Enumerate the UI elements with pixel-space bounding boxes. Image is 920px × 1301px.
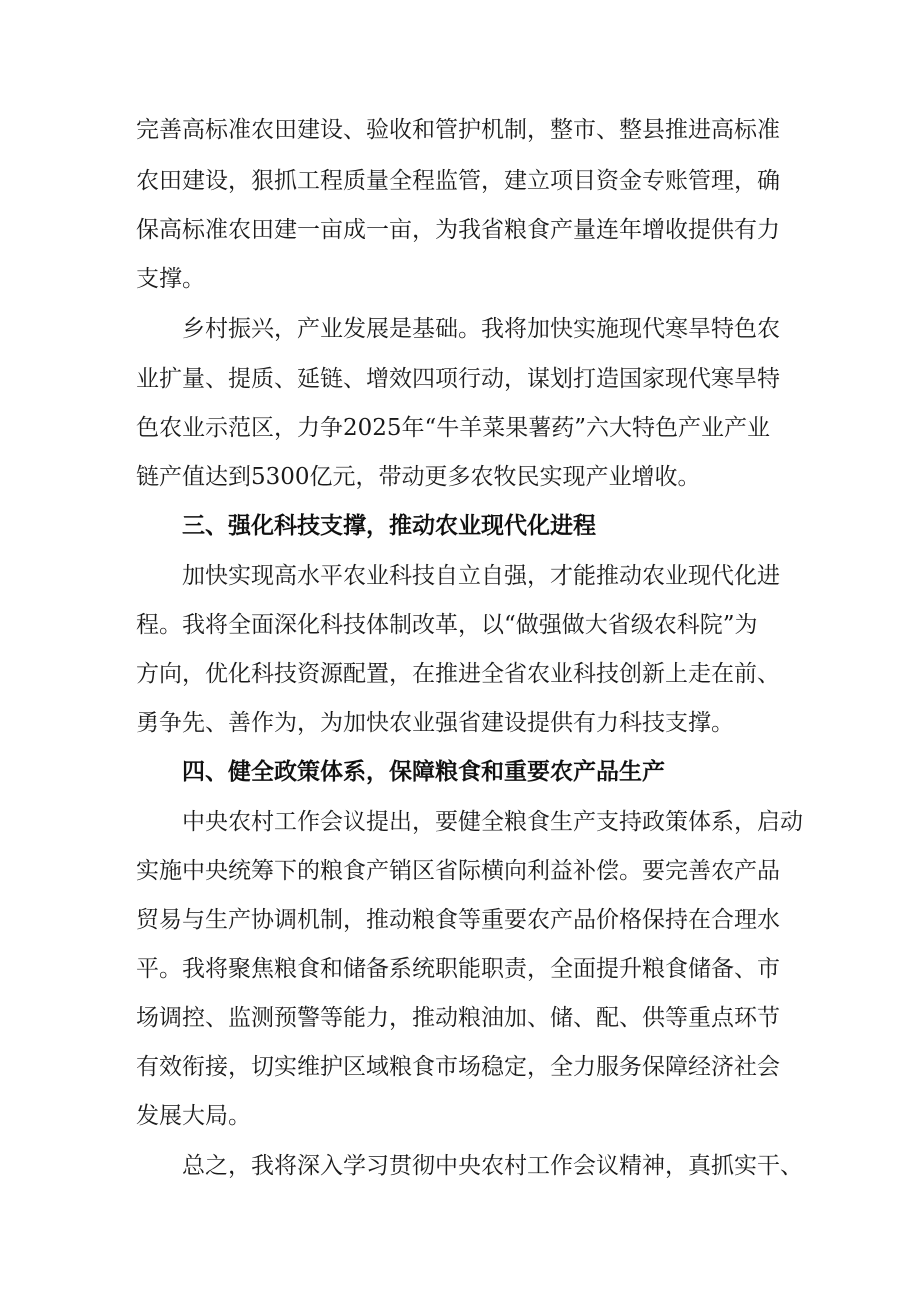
paragraph-2-line-3: 色农业示范区，力争2025年“牛羊菜果薯药”六大特色产业产业 (136, 415, 771, 441)
section-heading-4: 四、健全政策体系，保障粮食和重要农产品生产 (182, 759, 665, 785)
paragraph-4-line-6: 有效衔接，切实维护区域粮食市场稳定，全力服务保障经济社会 (136, 1054, 780, 1080)
paragraph-4-line-4: 平。我将聚焦粮食和储备系统职能职责，全面提升粮食储备、市 (136, 956, 780, 982)
paragraph-4-line-2: 实施中央统筹下的粮食产销区省际横向利益补偿。要完善农产品 (136, 858, 780, 884)
paragraph-2-line-1: 乡村振兴，产业发展是基础。我将加快实施现代寒旱特色农 (182, 316, 780, 342)
paragraph-3-line-3: 方向，优化科技资源配置，在推进全省农业科技创新上走在前、 (136, 661, 780, 687)
paragraph-3-line-2: 程。我将全面深化科技体制改革，以“做强做大省级农科院”为 (136, 612, 758, 638)
paragraph-3-line-1: 加快实现高水平农业科技自立自强，才能推动农业现代化进 (182, 563, 780, 589)
paragraph-5-line-1: 总之，我将深入学习贯彻中央农村工作会议精神，真抓实干、 (182, 1153, 803, 1179)
paragraph-4-line-1: 中央农村工作会议提出，要健全粮食生产支持政策体系，启动 (182, 809, 803, 835)
paragraph-1-line-2: 农田建设，狠抓工程质量全程监管，建立项目资金专账管理，确 (136, 168, 780, 194)
section-heading-3: 三、强化科技支撑，推动农业现代化进程 (182, 513, 596, 539)
paragraph-3-line-4: 勇争先、善作为，为加快农业强省建设提供有力科技支撑。 (136, 710, 734, 736)
paragraph-4-line-5: 场调控、监测预警等能力，推动粮油加、储、配、供等重点环节 (136, 1005, 780, 1031)
paragraph-1-line-4: 支撑。 (136, 266, 205, 292)
paragraph-1-line-3: 保高标准农田建一亩成一亩，为我省粮食产量连年增收提供有力 (136, 217, 780, 243)
paragraph-2-line-4: 链产值达到5300亿元，带动更多农牧民实现产业增收。 (136, 464, 701, 490)
paragraph-1-line-1: 完善高标准农田建设、验收和管护机制，整市、整县推进高标准 (136, 117, 780, 143)
paragraph-4-line-3: 贸易与生产协调机制，推动粮食等重要农产品价格保持在合理水 (136, 907, 780, 933)
paragraph-4-line-7: 发展大局。 (136, 1103, 251, 1129)
paragraph-2-line-2: 业扩量、提质、延链、增效四项行动，谋划打造国家现代寒旱特 (136, 366, 780, 392)
